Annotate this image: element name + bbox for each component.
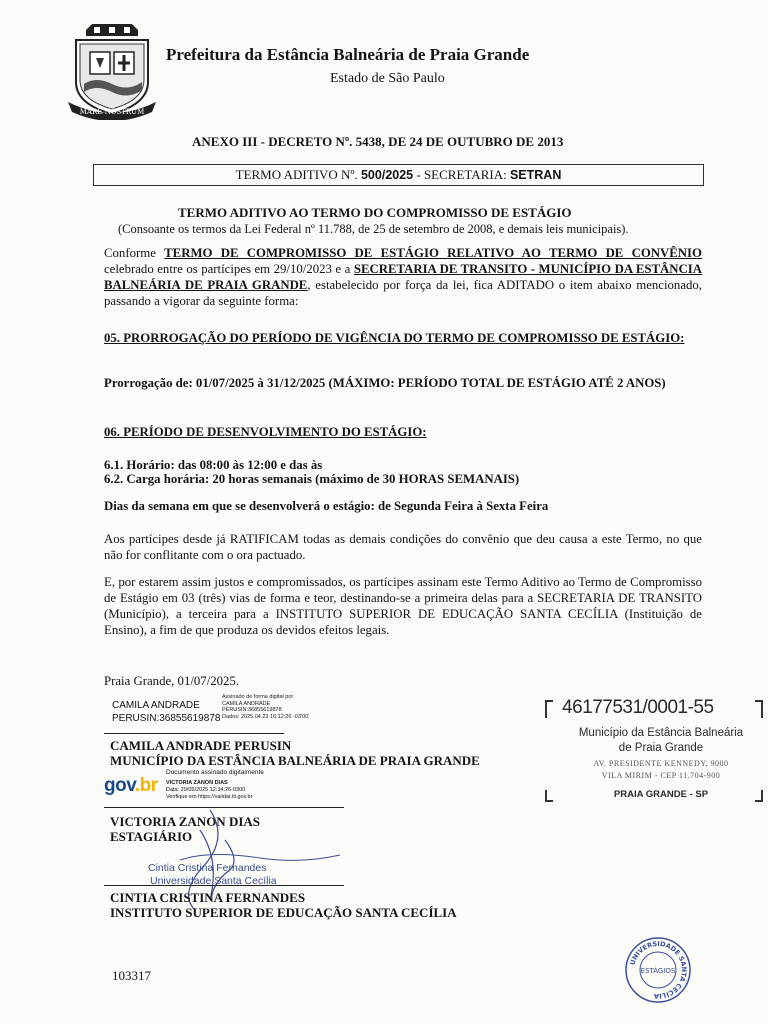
stamp-corner	[545, 790, 553, 802]
sig1-digital-line: Dados: 2025.04.23 16:12:26 -03'00'	[222, 713, 310, 720]
prorrogacao-text: Prorrogação de: 01/07/2025 à 31/12/2025 (MÁXIMO: PERÍODO TOTAL DE ESTÁGIO ATÉ 2 ANOS)	[104, 376, 666, 390]
paragraph-ratificam: Aos partícipes desde já RATIFICAM todas as demais condições do convênio que deu causa a este Termo, no que não for conflitante com o ora pactuado.	[104, 532, 702, 562]
stamp-line-1: Município da Estância Balneária	[578, 727, 744, 739]
signature-line-3	[104, 885, 344, 886]
govbr-line: Verifique em https://validar.iti.gov.br	[166, 794, 253, 800]
document-number: 103317	[112, 968, 151, 983]
item-6-1: 6.1. Horário: das 08:00 às 12:00 e das às	[104, 458, 323, 472]
para1-underline-2: SECRETARIA DE TRANSITO - MUNICÍPIO DA ESTÂNCIA BALNEÁRIA DE PRAIA GRANDE	[104, 262, 702, 292]
dias-semana: Dias da semana em que se desenvolverá o estágio: de Segunda Feira à Sexta Feira	[104, 499, 549, 513]
university-seal-stamp	[624, 936, 692, 1004]
signer-3	[110, 890, 457, 920]
document-subtitle: (Consoante os termos da Lei Federal nº 11.788, de 25 de setembro de 2008, e demais leis municipais).	[118, 222, 629, 236]
header-title: Prefeitura da Estância Balneária de Praia Grande	[166, 45, 530, 64]
sig1-digital-name: CAMILA ANDRADE	[112, 700, 200, 711]
para1-text-1: Conforme	[104, 246, 165, 260]
signer-3-org: INSTITUTO SUPERIOR DE EDUCAÇÃO SANTA CECÍLIA	[110, 905, 457, 920]
section-06-heading: 06. PERÍODO DE DESENVOLVIMENTO DO ESTÁGIO:	[104, 425, 427, 439]
stamp-line-5: PRAIA GRANDE - SP	[613, 789, 709, 800]
govbr-logo-br: .br	[134, 775, 158, 796]
termo-aditivo-box	[93, 164, 704, 186]
termo-number: 500/2025	[360, 168, 414, 182]
header-subtitle: Estado de São Paulo	[330, 71, 445, 86]
signer-3-name: CINTIA CRISTINA FERNANDES	[110, 890, 306, 905]
paragraph-compromissados: E, por estarem assim justos e compromissados, os partícipes assinam este Termo Aditivo ao Termo de Compromisso de Estágio em 03 (três) vias de forma e teor, destinando-se a primeira delas para a SECRETARIA DE TRANSITO (Município), a terceira para a INSTITUTO SUPERIOR DE EDUCAÇÃO SANTA CECÍLIA (Instituição de Ensino), a fim de que produza os devidos efeitos legais.	[104, 575, 702, 637]
sig1-digital-line: Assinado de forma digital por	[222, 694, 294, 700]
para1-text-3: , estabelecido por força da lei, fica ADITADO o item abaixo mencionado, passando a vigorar da seguinte forma:	[104, 278, 703, 308]
stamp-corner	[545, 700, 553, 718]
sig1-digital-details	[222, 694, 309, 720]
city-date: Praia Grande, 01/07/2025.	[104, 674, 240, 688]
signer-2-role: ESTAGIÁRIO	[110, 829, 193, 844]
municipal-crest-logo	[66, 22, 158, 120]
stamp-line-2: de Praia Grande	[618, 742, 704, 754]
seal-center-text: ESTÁGIOS	[640, 967, 676, 975]
govbr-line: VICTORIA ZANON DIAS	[166, 780, 228, 786]
sig1-digital-perusin: PERUSIN:36855619878	[112, 713, 221, 724]
govbr-logo-gov: gov	[104, 775, 135, 796]
para1-underline-1: TERMO DE COMPROMISSO DE ESTÁGIO RELATIVO AO TERMO DE CONVÊNIO	[164, 246, 702, 260]
document-title: TERMO ADITIVO AO TERMO DO COMPROMISSO DE ESTÁGIO	[178, 205, 572, 220]
anexo-heading: ANEXO III - DECRETO Nº. 5438, DE 24 DE OUTUBRO DE 2013	[192, 134, 564, 149]
signer-1	[110, 738, 480, 768]
crest-motto: MARE NOSTRUM	[79, 108, 145, 116]
govbr-doc-label: Documento assinado digitalmente	[166, 769, 264, 776]
stamp-cnpj: 46177531/0001-55	[562, 697, 714, 718]
signature-line-1	[104, 733, 284, 734]
paragraph-conforme	[104, 245, 702, 309]
signer-2-name: VICTORIA ZANON DIAS	[110, 814, 261, 829]
sig1-digital-line: PERUSIN:36855619878	[222, 707, 282, 713]
govbr-line: Data: 29/05/2025 12:34:26-0300	[166, 787, 246, 793]
termo-secretaria: SETRAN	[509, 168, 562, 182]
sig1-digital-line: CAMILA ANDRADE	[222, 700, 271, 707]
section-05-heading: 05. PRORROGAÇÃO DO PERÍODO DE VIGÊNCIA DO TERMO DE COMPROMISSO DE ESTÁGIO:	[104, 331, 685, 345]
govbr-details	[166, 780, 252, 801]
handsig-line-1: Cintia Cristina Fernandes	[148, 862, 267, 874]
item-6-2: 6.2. Carga horária: 20 horas semanais (máximo de 30 HORAS SEMANAIS)	[104, 472, 520, 486]
seal-ring-text: UNIVERSIDADE SANTA CECÍLIA	[628, 939, 689, 1001]
stamp-line-4: VILA MIRIM - CEP 11.704-900	[601, 771, 721, 780]
signer-1-name: CAMILA ANDRADE PERUSIN	[110, 738, 292, 753]
govbr-logo	[104, 775, 158, 797]
termo-prefix: TERMO ADITIVO Nº.	[235, 167, 361, 182]
stamp-corner	[755, 700, 763, 718]
para1-text-2: celebrado entre os partícipes em 29/10/2023 e a	[104, 262, 354, 276]
handsig-line-2: Universidade Santa Cecília	[150, 875, 277, 887]
signer-1-org: MUNICÍPIO DA ESTÂNCIA BALNEÁRIA DE PRAIA GRANDE	[110, 753, 480, 768]
termo-mid: - SECRETARIA:	[413, 167, 510, 182]
stamp-line-3: AV. PRESIDENTE KENNEDY, 9000	[593, 759, 729, 768]
